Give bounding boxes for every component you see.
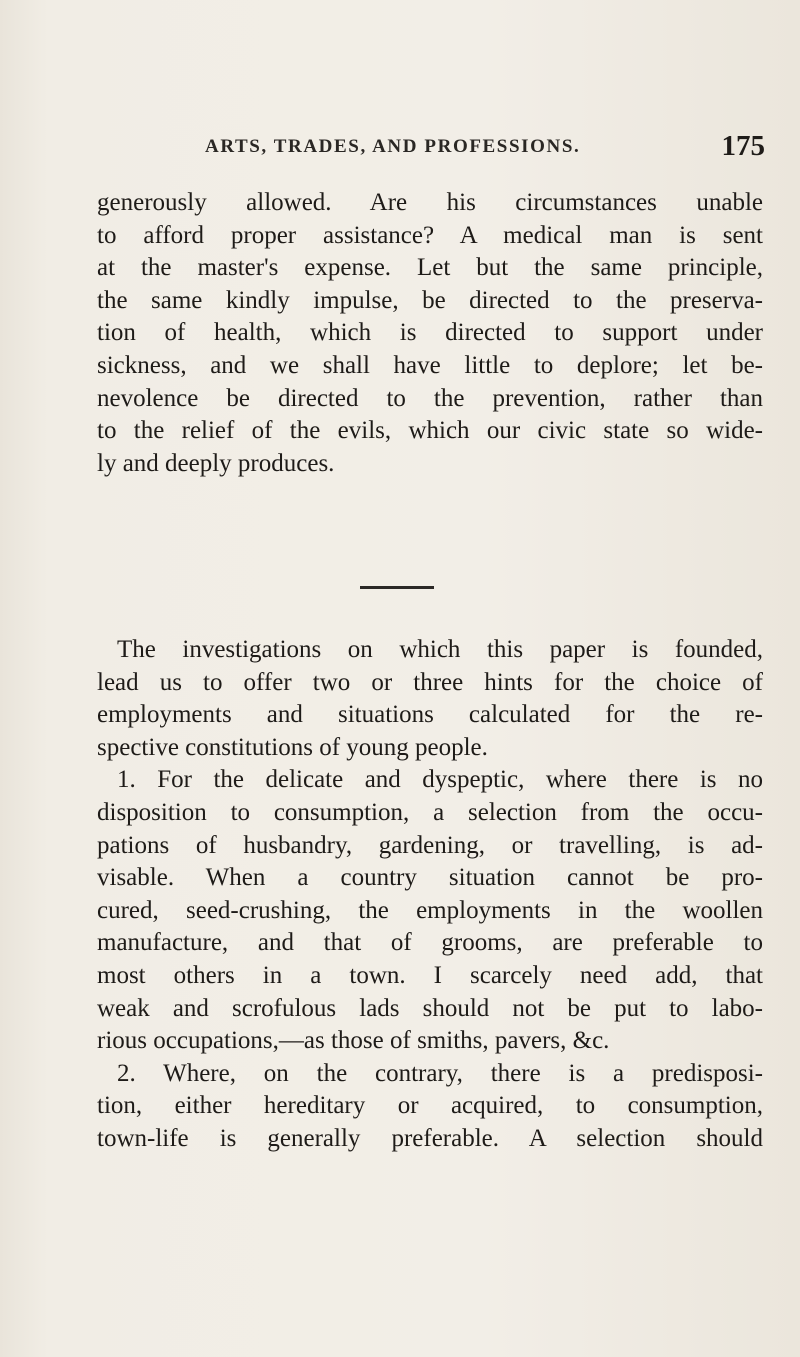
text-line: 1. For the delicate and dyspeptic, where there is no <box>117 766 763 794</box>
text-line: weak and scrofulous lads should not be put to labo- <box>97 994 763 1022</box>
text-line: visable. When a country situation cannot be pro- <box>97 864 763 892</box>
text-line: most others in a town. I scarcely need add, that <box>97 961 763 989</box>
running-header <box>205 130 765 164</box>
paragraph-1 <box>97 187 763 480</box>
text-line: employments and situations calculated for the re- <box>97 701 763 729</box>
text-line: spective constitutions of young people. <box>97 733 488 761</box>
page-number: 175 <box>721 130 765 162</box>
text-line: rious occupations,—as those of smiths, pavers, &c. <box>97 1027 610 1055</box>
paragraph-2 <box>97 634 763 1156</box>
running-title: ARTS, TRADES, AND PROFESSIONS. <box>205 136 581 157</box>
text-line: sickness, and we shall have little to deplore; let be- <box>97 351 763 379</box>
text-line: lead us to offer two or three hints for the choice of <box>97 668 763 696</box>
text-line: to afford proper assistance? A medical man is sent <box>97 221 763 249</box>
text-line: to the relief of the evils, which our civic state so wide- <box>97 417 763 445</box>
text-line: nevolence be directed to the prevention, rather than <box>97 384 763 412</box>
text-line: cured, seed-crushing, the employments in the woollen <box>97 896 763 924</box>
text-line: 2. Where, on the contrary, there is a predisposi- <box>117 1059 763 1087</box>
text-line: manufacture, and that of grooms, are preferable to <box>97 929 763 957</box>
section-divider <box>360 586 434 589</box>
text-line: at the master's expense. Let but the same principle, <box>97 254 763 282</box>
text-line: The investigations on which this paper is founded, <box>117 636 763 663</box>
text-line: ly and deeply produces. <box>97 449 335 477</box>
text-line: disposition to consumption, a selection from the occu- <box>97 798 763 826</box>
text-line: tion, either hereditary or acquired, to consumption, <box>97 1092 763 1120</box>
text-line: town-life is generally preferable. A selection should <box>97 1124 763 1152</box>
text-line: tion of health, which is directed to support under <box>97 319 763 347</box>
text-line: generously allowed. Are his circumstances unable <box>97 189 763 216</box>
text-line: the same kindly impulse, be directed to the preserva- <box>97 286 763 314</box>
text-line: pations of husbandry, gardening, or travelling, is ad- <box>97 831 763 859</box>
